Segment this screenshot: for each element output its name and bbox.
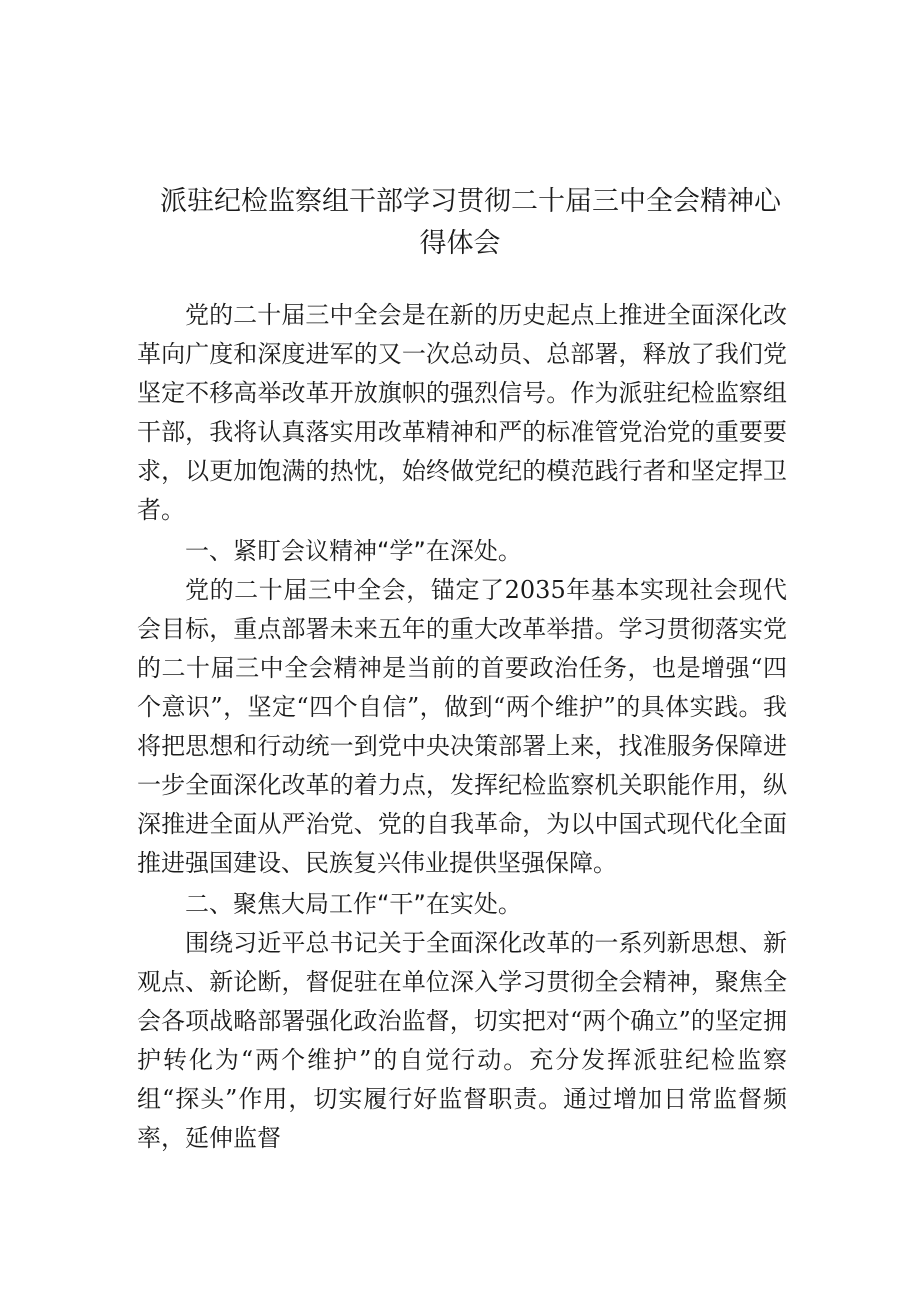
intro-paragraph: 党的二十届三中全会是在新的历史起点上推进全面深化改革向广度和深度进军的又一次总动员、总部署，释放了我们党坚定不移高举改革开放旗帜的强烈信号。作为派驻纪检监察组干部，我将认真落实用改革精神和严的标准管党治党的重要要求，以更加饱满的热忱，始终做党纪的模范践行者和坚定捍卫者。 — [137, 301, 787, 524]
document-title — [160, 181, 781, 265]
section-2-heading: 二、聚焦大局工作“干”在实处。 — [185, 890, 522, 918]
section-2-paragraph: 围绕习近平总书记关于全面深化改革的一系列新思想、新观点、新论断，督促驻在单位深入学习贯彻全会精神，聚焦全会各项战略部署强化政治监督，切实把对“两个确立”的坚定拥护转化为“两个维护”的自觉行动。充分发挥派驻纪检监察组“探头”作用，切实履行好监督职责。通过增加日常监督频率，延伸监督 — [137, 929, 787, 1152]
section-1-heading: 一、紧盯会议精神“学”在深处。 — [185, 537, 522, 565]
section-1-paragraph: 党的二十届三中全会，锚定了2035年基本实现社会现代会目标，重点部署未来五年的重大改革举措。学习贯彻落实党的二十届三中全会精神是当前的首要政治任务，也是增强“四个意识”，坚定“四个自信”，做到“两个维护”的具体实践。我将把思想和行动统一到党中央决策部署上来，找准服务保障进一步全面深化改革的着力点，发挥纪检监察机关职能作用，纵深推进全面从严治党、党的自我革命，为以中国式现代化全面推进强国建设、民族复兴伟业提供坚强保障。 — [137, 576, 787, 877]
title-line-2: 得体会 — [419, 228, 501, 260]
title-line-1: 派驻纪检监察组干部学习贯彻二十届三中全会精神心 — [160, 186, 781, 218]
document-body — [137, 296, 787, 1158]
